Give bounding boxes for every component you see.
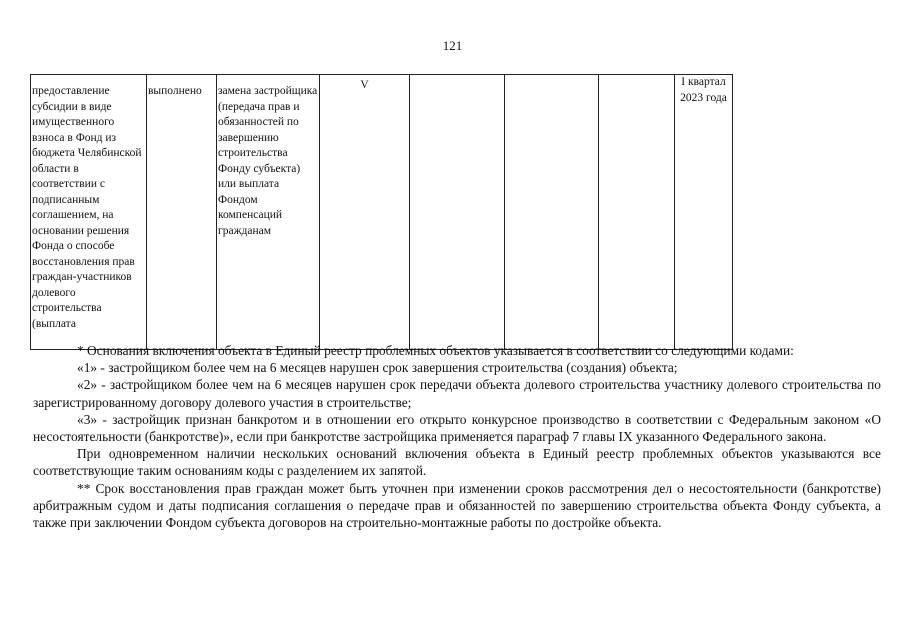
cell-status: выполнено <box>147 75 217 350</box>
table-row <box>31 75 733 350</box>
footnotes <box>33 342 881 531</box>
note-code-3: «3» - застройщик признан банкротом и в отношении его открыто конкурсное производство в соответствии с Федеральным законом «О несостоятельности (банкротстве)», если при банкротстве застройщика применяется параграф 7 главы IX указанного Федерального закона. <box>33 411 881 445</box>
note-restoration-term: ** Срок восстановления прав граждан может быть уточнен при изменении сроков рассмотрения дел о несостоятельности (банкротстве) арбитражным судом и даты подписания соглашения о передаче прав и обязанностей по завершению строительства объекта Фонду субъекта, а также при заключении Фондом субъекта договоров на строительно-монтажные работы по достройке объекта. <box>33 480 881 531</box>
measures-table <box>30 74 733 350</box>
note-inclusion-basis: * Основания включения объекта в Единый реестр проблемных объектов указывается в соответствии со следующими кодами: <box>77 343 794 358</box>
cell-empty-7 <box>599 75 675 350</box>
cell-empty-5 <box>410 75 505 350</box>
cell-method: замена застройщика (передача прав и обязанностей по завершению строительства Фонду субъекта) или выплата Фондом компенсаций гражданам <box>217 75 320 350</box>
note-multiple-bases: При одновременном наличии нескольких оснований включения объекта в Единый реестр проблемных объектов указываются все соответствующие таким основаниям коды с разделением их запятой. <box>33 446 881 479</box>
page-number: 121 <box>442 38 463 53</box>
cell-empty-6 <box>505 75 599 350</box>
note-code-2: «2» - застройщиком более чем на 6 месяцев нарушен срок передачи объекта долевого строительства участнику долевого строительства по зарегистрированному договору долевого участия в строительстве; <box>33 377 881 410</box>
cell-deadline: I квартал 2023 года <box>675 75 733 350</box>
cell-basis: предоставление субсидии в виде имущественного взноса в Фонд из бюджета Челябинской области в соответствии с подписанным соглашением, на основании решения Фонда о способе восстановления прав граждан-участников долевого строительства (выплата <box>31 75 147 350</box>
note-code-1: «1» - застройщиком более чем на 6 месяцев нарушен срок завершения строительства (создания) объекта; <box>77 360 678 376</box>
cell-mark: V <box>320 75 410 350</box>
